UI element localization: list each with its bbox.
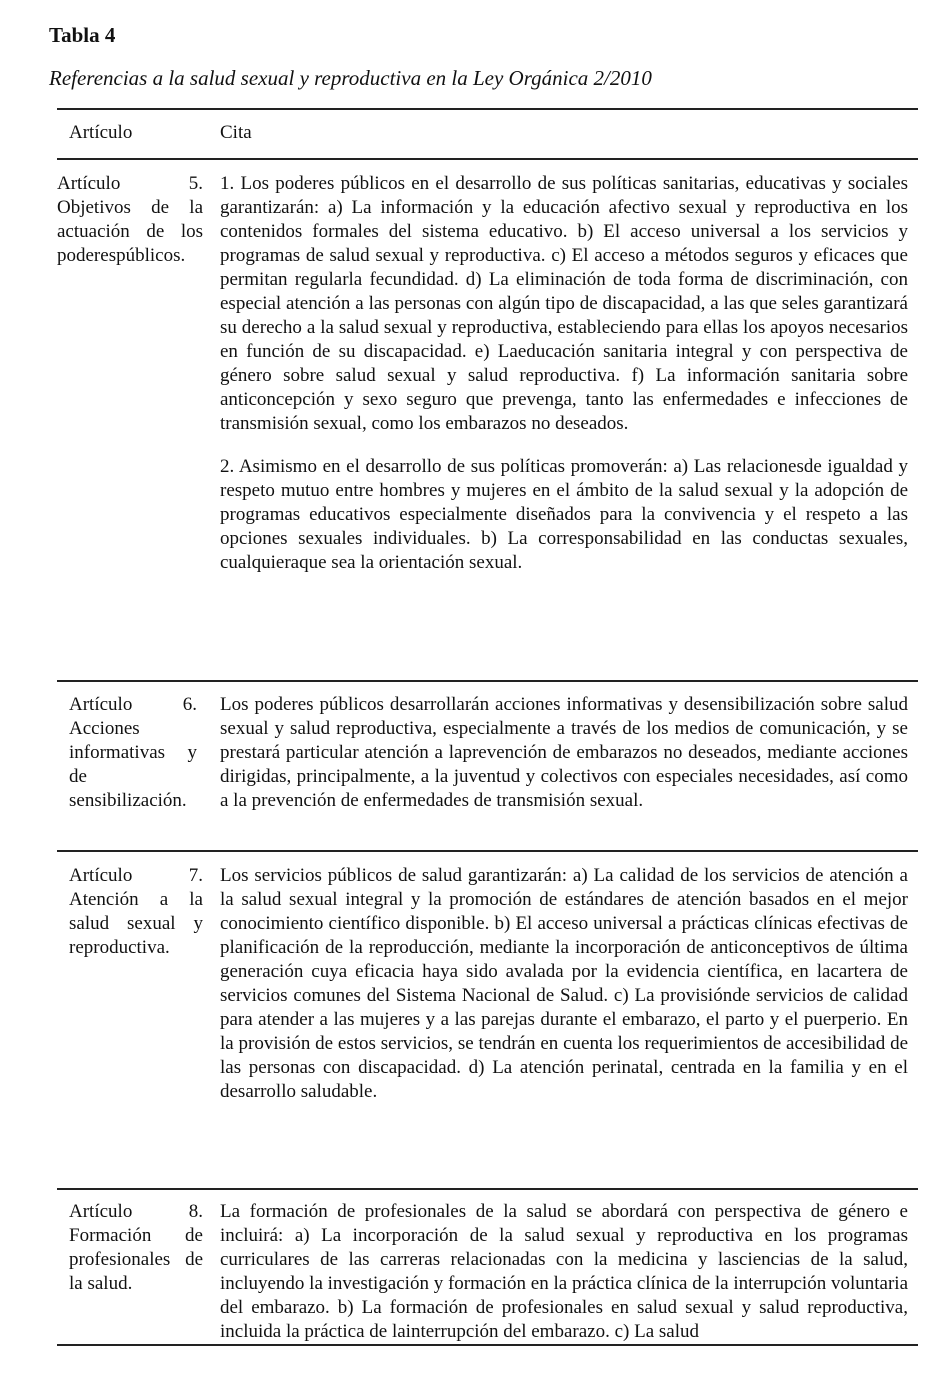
article-cell: Artículo 5. Objetivos de la actuación de los poderespúblicos. [57,173,203,266]
article-cell: Artículo 8. Formación de profesionales de la salud. [69,1201,203,1294]
column-header-quote: Cita [220,122,252,143]
quote-paragraph: La formación de profesionales de la salud se abordará con perspectiva de género e incluirá: a) La incorporación de la salud sexual y reproductiva en los programas curriculares de las carreras relacionadas con la medicina y lasciencias de la salud, incluyendo la investigación y formación en la práctica clínica de la interrupción voluntaria del embarazo. b) La formación de profesionales en salud sexual y salud reproductiva, incluida la práctica de lainterrupción del embarazo. c) La salud [220,1201,908,1342]
quote-cell [220,864,908,1104]
header-rule [57,158,918,160]
quote-cell [220,1200,908,1344]
quote-cell [220,693,908,813]
row-divider [57,850,918,852]
row-divider [57,680,918,682]
table-number: Tabla 4 [49,23,116,47]
quote-paragraph: 1. Los poderes públicos en el desarrollo de sus políticas sanitarias, educativas y sociales garantizarán: a) La información y la educación afectivo sexual y reproductiva en los contenidos formales del sistema educativo. b) El acceso universal a los servicios y programas de salud sexual y reproductiva. c) El acceso a métodos seguros y eficaces que permitan regularla fecundidad. d) La eliminación de toda forma de discriminación, con especial atención a las personas con algún tipo de discapacidad, a las que seles garantizará su derecho a la salud sexual y reproductiva, estableciendo para ellas los apoyos necesarios en función de su discapacidad. e) Laeducación sanitaria integral y con perspectiva de género sobre salud sexual y salud reproductiva. f) La información sanitaria sobre anticoncepción y sexo seguro que prevenga, tanto las enfermedades e infecciones de transmisión sexual, como los embarazos no deseados. [220,173,908,434]
quote-paragraph: Los servicios públicos de salud garantizarán: a) La calidad de los servicios de atención a la salud sexual integral y la promoción de estándares de atención basados en el mejor conocimiento científico disponible. b) El acceso universal a prácticas clínicas efectivas de planificación de la reproducción, mediante la incorporación de anticonceptivos de última generación cuya eficacia haya sido avalada por la evidencia científica, en lacartera de servicios comunes del Sistema Nacional de Salud. c) La provisiónde servicios de calidad para atender a las mujeres y a las parejas durante el embarazo, el parto y el puerperio. En la provisión de estos servicios, se tendrán en cuenta los requerimientos de accesibilidad de las personas con discapacidad. d) La atención perinatal, centrada en la familia y en el desarrollo saludable. [220,865,908,1102]
quote-paragraph: 2. Asimismo en el desarrollo de sus políticas promoverán: a) Las relacionesde igualdad y respeto mutuo entre hombres y mujeres en el ámbito de la salud sexual y la adopción de programas educativos especialmente diseñados para la convivencia y el respeto a las opciones sexuales individuales. b) La corresponsabilidad en las conductas sexuales, cualquieraque sea la orientación sexual. [220,456,908,573]
article-cell: Artículo 6. Acciones informativas y de sensibilización. [69,694,197,811]
quote-paragraph: Los poderes públicos desarrollarán acciones informativas y desensibilización sobre salud sexual y salud reproductiva, especialmente a través de los medios de comunicación, y se prestará particular atención a laprevención de embarazos no deseados, mediante acciones dirigidas, principalmente, a la juventud y colectivos con especiales necesidades, así como a la prevención de enfermedades de transmisión sexual. [220,694,908,811]
top-rule [57,108,918,110]
article-cell: Artículo 7. Atención a la salud sexual y reproductiva. [69,865,203,958]
column-header-article: Artículo [69,122,133,143]
bottom-rule [57,1344,918,1346]
table-caption: Referencias a la salud sexual y reproductiva en la Ley Orgánica 2/2010 [49,66,652,90]
row-divider [57,1188,918,1190]
quote-cell [220,172,908,575]
